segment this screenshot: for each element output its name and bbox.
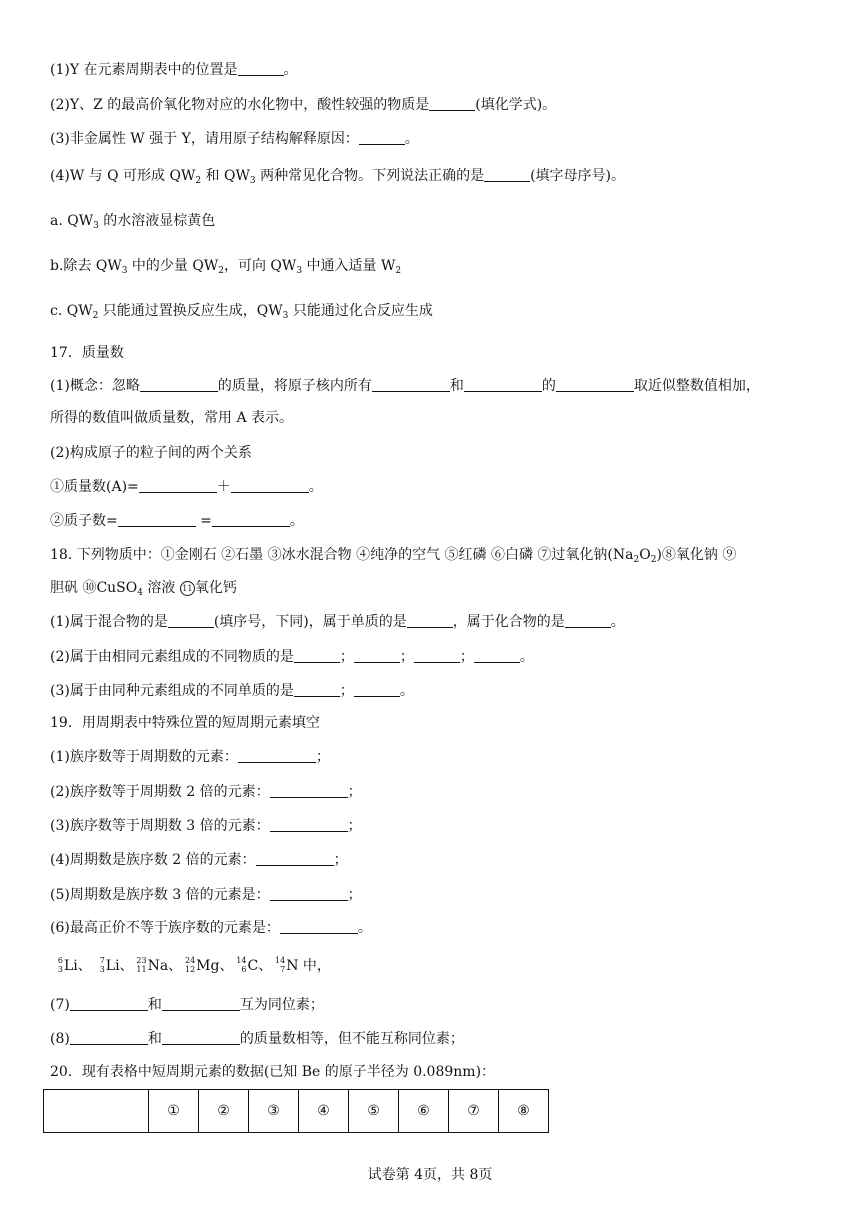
answer-blank[interactable]	[414, 648, 460, 663]
answer-blank[interactable]	[359, 130, 405, 145]
table-cell: ①	[149, 1090, 199, 1133]
answer-blank[interactable]	[118, 512, 196, 527]
q19-title: 19．用周期表中特殊位置的短周期元素填空	[50, 715, 320, 731]
answer-blank[interactable]	[270, 886, 348, 901]
table-cell	[44, 1090, 149, 1133]
answer-blank[interactable]	[354, 682, 400, 697]
isotope: 24 12 Mg、	[184, 956, 234, 974]
answer-blank[interactable]	[139, 478, 217, 493]
circled-number-11: 11	[180, 581, 195, 596]
answer-blank[interactable]	[238, 61, 284, 76]
table-cell: ⑦	[449, 1090, 499, 1133]
q18-part-3: (3)属于由同种元素组成的不同单质的是 ； 。	[50, 683, 414, 699]
q18-part-1: (1)属于混合物的是 (填序号，下同)，属于单质的是 ，属于化合物的是 。	[50, 614, 625, 630]
answer-blank[interactable]	[231, 478, 309, 493]
answer-blank[interactable]	[429, 96, 475, 111]
q16-line-1: (1)Y 在元素周期表中的位置是 。	[50, 62, 298, 78]
q19-item-1: (1)族序数等于周期数的元素： ；	[50, 749, 330, 765]
q19-isotope-list	[50, 956, 331, 976]
q16-option-a: a. $QW_3$ 的水溶液显棕黄色	[50, 213, 216, 231]
answer-blank[interactable]	[162, 1030, 240, 1045]
page-footer: 试卷第 4页，共 8页	[367, 1167, 493, 1183]
q17-relation-1: ①质量数(A)= ＋ 。	[50, 479, 323, 495]
q16-line-2: (2)Y、Z 的最高价氧化物对应的水化物中，酸性较强的物质是 (填化学式)。	[50, 97, 557, 113]
q16-line-3: (3)非金属性 W 强于 Y，请用原子结构解释原因： 。	[50, 131, 419, 147]
answer-blank[interactable]	[70, 1030, 148, 1045]
isotope: 14 6 C、	[236, 956, 273, 974]
answer-blank[interactable]	[407, 613, 453, 628]
q19-part-8: (8) 和 的质量数相等，但不能互称同位素；	[50, 1031, 464, 1047]
answer-blank[interactable]	[70, 996, 148, 1011]
table-cell: ④	[299, 1090, 349, 1133]
answer-blank[interactable]	[238, 748, 316, 763]
q18-line-2: 胆矾 ⑩CuSO$_4$ 溶液 11 氧化钙	[50, 580, 237, 598]
q19-item-3: (3)族序数等于周期数 3 倍的元素： ；	[50, 818, 362, 834]
q19-item-6: (6)最高正价不等于族序数的元素是： 。	[50, 920, 372, 936]
answer-blank[interactable]	[280, 919, 358, 934]
q16-option-c: c. $QW_2$ 只能通过置换反应生成，$QW_3$ 只能通过化合反应生成	[50, 303, 433, 321]
answer-blank[interactable]	[270, 817, 348, 832]
table-cell: ⑤	[349, 1090, 399, 1133]
table-cell: ⑥	[399, 1090, 449, 1133]
table-cell: ⑧	[499, 1090, 549, 1133]
isotope: 6 3 Li、	[57, 956, 92, 974]
answer-blank[interactable]	[474, 648, 520, 663]
q19-item-5: (5)周期数是族序数 3 倍的元素是： ；	[50, 887, 362, 903]
answer-blank[interactable]	[484, 167, 530, 182]
q16-option-b: b.除去 $QW_3$ 中的少量 $QW_2$，可向 $QW_3$ 中通入适量 $W_2$	[50, 258, 402, 276]
q18-part-2: (2)属于由相同元素组成的不同物质的是 ； ； ； 。	[50, 649, 534, 665]
table-header-row	[44, 1090, 549, 1133]
answer-blank[interactable]	[140, 377, 218, 392]
q17-line-1b: 所得的数值叫做质量数，常用 A 表示。	[50, 410, 294, 426]
answer-blank[interactable]	[556, 377, 634, 392]
q19-item-4: (4)周期数是族序数 2 倍的元素： ；	[50, 852, 348, 868]
table-cell: ③	[249, 1090, 299, 1133]
q20-title: 20．现有表格中短周期元素的数据(已知 Be 的原子半径为 0.089nm)：	[50, 1064, 496, 1080]
isotope: 14 7 N 中，	[275, 956, 331, 974]
answer-blank[interactable]	[212, 512, 290, 527]
answer-blank[interactable]	[270, 783, 348, 798]
element-data-table	[43, 1089, 549, 1133]
answer-blank[interactable]	[162, 996, 240, 1011]
isotope: 7 3 Li、	[99, 956, 134, 974]
q18-line-1: 18. 下列物质中：①金刚石 ②石墨 ③冰水混合物 ④纯净的空气 ⑤红磷 ⑥白磷 ⑦过氧化钠$(Na_2O_2)⑧$氧化钠 ⑨	[50, 547, 737, 565]
q19-part-7: (7) 和 互为同位素；	[50, 997, 324, 1013]
answer-blank[interactable]	[294, 648, 340, 663]
answer-blank[interactable]	[464, 377, 542, 392]
q19-item-2: (2)族序数等于周期数 2 倍的元素： ；	[50, 784, 362, 800]
answer-blank[interactable]	[294, 682, 340, 697]
isotope: 23 11 Na、	[136, 956, 183, 974]
q17-title: 17．质量数	[50, 345, 124, 361]
q17-relation-2: ②质子数= = 。	[50, 513, 304, 529]
table-cell: ②	[199, 1090, 249, 1133]
answer-blank[interactable]	[372, 377, 450, 392]
q16-line-4: (4)W 与 Q 可形成 $QW_2$ 和 $QW_3$ 两种常见化合物。下列说法正确的是 (填字母序号)。	[50, 168, 626, 186]
answer-blank[interactable]	[168, 613, 214, 628]
answer-blank[interactable]	[354, 648, 400, 663]
answer-blank[interactable]	[256, 851, 334, 866]
q17-line-1: (1)概念：忽略 的质量，将原子核内所有 和 的 取近似整数值相加，	[50, 378, 760, 394]
q17-line-2: (2)构成原子的粒子间的两个关系	[50, 445, 252, 461]
answer-blank[interactable]	[565, 613, 611, 628]
